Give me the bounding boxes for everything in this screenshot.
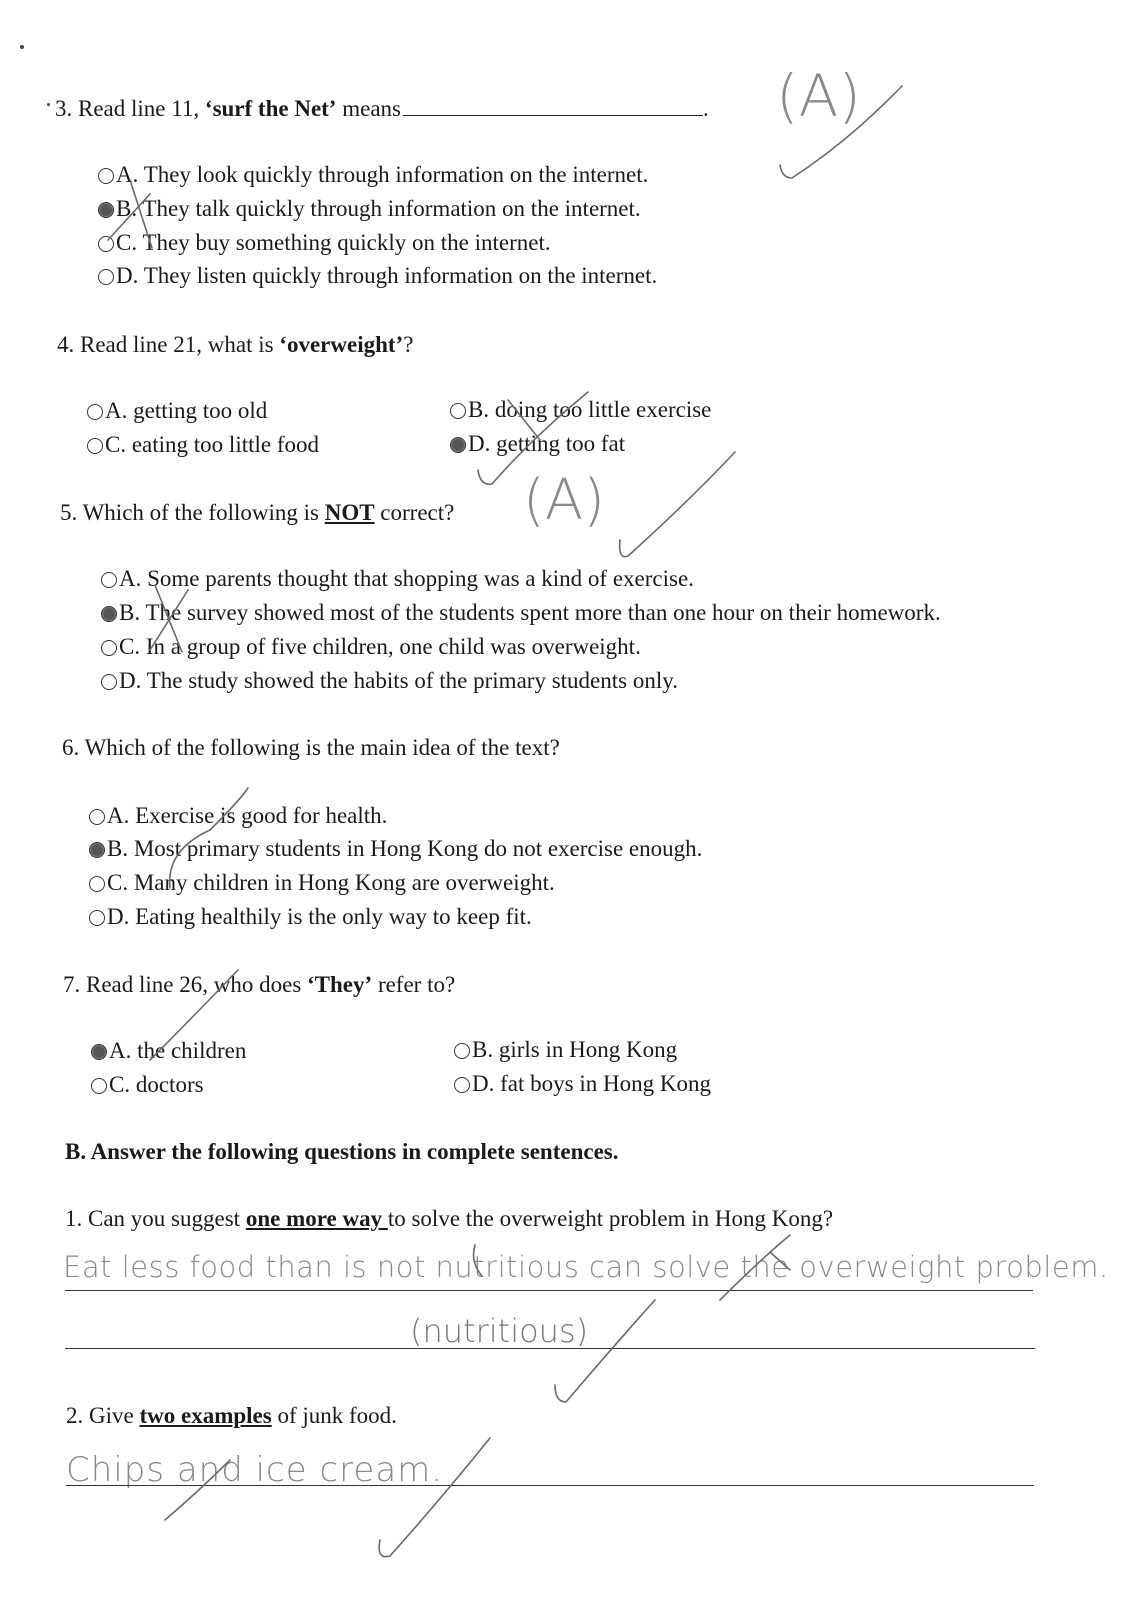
option-text: doing too little exercise	[494, 397, 712, 422]
option-letter: D.	[119, 668, 142, 693]
question-7	[63, 972, 455, 998]
section-b-question-1	[65, 1206, 833, 1232]
q3-option-b[interactable]	[98, 196, 641, 222]
question-prefix: Can you suggest	[88, 1206, 246, 1231]
question-prefix: Read line 26, who does	[86, 972, 308, 997]
option-bubble[interactable]	[101, 640, 117, 656]
option-text: eating too little food	[131, 432, 319, 457]
q7-option-a[interactable]	[91, 1038, 246, 1064]
option-letter: D.	[472, 1071, 495, 1096]
option-letter: C.	[119, 634, 141, 659]
question-number: 2.	[66, 1403, 84, 1428]
option-bubble[interactable]	[101, 674, 117, 690]
option-text: In a group of five children, one child was overweight.	[145, 634, 641, 659]
option-letter: B.	[468, 397, 490, 422]
q4-option-d[interactable]	[450, 431, 625, 457]
option-text: getting too fat	[496, 431, 626, 456]
option-bubble-filled[interactable]	[98, 202, 114, 218]
option-text: Many children in Hong Kong are overweight.	[133, 870, 555, 895]
handwritten-answer-2[interactable]: Chips and ice cream.	[66, 1450, 444, 1490]
question-suffix: ?	[403, 332, 414, 357]
q3-option-a[interactable]	[98, 162, 648, 188]
question-prefix: Give	[89, 1403, 140, 1428]
q4-option-b[interactable]	[450, 397, 711, 423]
question-term: NOT	[324, 500, 375, 525]
answer-line	[65, 1348, 1035, 1349]
option-letter: C.	[105, 432, 127, 457]
option-letter: A.	[107, 803, 130, 828]
option-bubble[interactable]	[87, 404, 103, 420]
option-letter: C.	[107, 870, 129, 895]
q3-option-d[interactable]	[98, 263, 657, 289]
option-text: The survey showed most of the students spent more than one hour on their homework.	[145, 600, 941, 625]
speck	[20, 45, 24, 49]
option-text: getting too old	[133, 398, 268, 423]
q7-option-b[interactable]	[454, 1037, 677, 1063]
question-suffix: of junk food.	[271, 1403, 397, 1428]
question-suffix: refer to?	[372, 972, 456, 997]
option-letter: B.	[107, 836, 129, 861]
question-4	[57, 332, 413, 358]
q6-option-a[interactable]	[89, 803, 387, 829]
q6-option-d[interactable]	[89, 904, 532, 930]
q7-option-c[interactable]	[91, 1072, 204, 1098]
teacher-correction-q5: (A)	[523, 468, 606, 533]
question-suffix: correct?	[374, 500, 455, 525]
question-suffix: to solve the overweight problem in Hong Kong?	[387, 1206, 834, 1231]
option-letter: A.	[109, 1038, 132, 1063]
question-6	[62, 735, 560, 761]
question-number: 1.	[65, 1206, 83, 1231]
question-term: one more way	[245, 1206, 388, 1231]
tick-mark	[620, 452, 735, 557]
option-letter: B.	[472, 1037, 494, 1062]
option-letter: D.	[107, 904, 130, 929]
option-text: They listen quickly through information on the internet.	[143, 263, 658, 288]
option-bubble[interactable]	[89, 809, 105, 825]
question-term: ‘They’	[307, 972, 373, 997]
option-bubble-filled[interactable]	[101, 606, 117, 622]
option-text: Some parents thought that shopping was a kind of exercise.	[147, 566, 694, 591]
q3-option-c[interactable]	[98, 230, 551, 256]
option-text: doctors	[135, 1072, 204, 1097]
question-prefix: Read line 11,	[78, 96, 205, 121]
question-end: .	[703, 96, 709, 121]
question-term: two examples	[139, 1403, 272, 1428]
option-text: girls in Hong Kong	[498, 1037, 678, 1062]
question-number: 5.	[60, 500, 78, 525]
question-number: 7.	[63, 972, 81, 997]
option-letter: A.	[116, 162, 139, 187]
question-text: Which of the following is the main idea of the text?	[84, 735, 560, 760]
option-bubble-filled[interactable]	[91, 1044, 107, 1060]
question-5	[60, 500, 454, 526]
section-b-heading: B. Answer the following questions in complete sentences.	[65, 1139, 619, 1164]
option-text: Exercise is good for health.	[135, 803, 388, 828]
option-bubble[interactable]	[89, 876, 105, 892]
question-term: ‘surf the Net’	[204, 96, 337, 121]
option-letter: D.	[468, 431, 491, 456]
option-letter: A.	[105, 398, 128, 423]
option-letter: B.	[116, 196, 138, 221]
option-text: They buy something quickly on the internet.	[142, 230, 551, 255]
option-bubble[interactable]	[454, 1043, 470, 1059]
option-bubble[interactable]	[98, 236, 114, 252]
option-letter: C.	[116, 230, 138, 255]
option-bubble[interactable]	[91, 1078, 107, 1094]
option-bubble[interactable]	[89, 910, 105, 926]
question-number: 3.	[55, 96, 73, 121]
question-prefix: Which of the following is	[82, 500, 325, 525]
teacher-correction-q3: (A)	[776, 62, 861, 130]
answer-line	[66, 1485, 1034, 1486]
question-suffix: means	[336, 96, 401, 121]
option-text: They talk quickly through information on the internet.	[142, 196, 641, 221]
option-letter: A.	[119, 566, 142, 591]
q5-option-b[interactable]	[101, 600, 941, 626]
q4-option-a[interactable]	[87, 398, 267, 424]
q5-option-a[interactable]	[101, 566, 694, 592]
option-text: the children	[137, 1038, 247, 1063]
option-text: fat boys in Hong Kong	[500, 1071, 711, 1096]
option-text: Most primary students in Hong Kong do not exercise enough.	[133, 836, 703, 861]
handwritten-correction: (nutritious)	[410, 1312, 589, 1350]
option-bubble[interactable]	[101, 572, 117, 588]
option-letter: D.	[116, 263, 139, 288]
option-bubble-filled[interactable]	[89, 842, 105, 858]
answer-line	[65, 1290, 1033, 1291]
option-bubble[interactable]	[87, 438, 103, 454]
question-prefix: Read line 21, what is	[80, 332, 280, 357]
speck	[47, 103, 50, 106]
q5-option-c[interactable]	[101, 634, 641, 660]
section-b-question-2	[66, 1403, 397, 1429]
option-text: Eating healthily is the only way to keep fit.	[135, 904, 532, 929]
answer-blank	[403, 97, 703, 116]
option-text: The study showed the habits of the primary students only.	[146, 668, 678, 693]
question-number: 6.	[62, 735, 80, 760]
option-bubble[interactable]	[454, 1077, 470, 1093]
handwritten-answer-1[interactable]: Eat less food than is not nutritious can solve the overweight problem.	[63, 1250, 1109, 1284]
option-bubble-filled[interactable]	[450, 437, 466, 453]
q7-option-d[interactable]	[454, 1071, 711, 1097]
question-number: 4.	[57, 332, 75, 357]
q5-option-d[interactable]	[101, 668, 678, 694]
option-text: They look quickly through information on the internet.	[143, 162, 649, 187]
option-letter: C.	[109, 1072, 131, 1097]
option-bubble[interactable]	[450, 403, 466, 419]
option-bubble[interactable]	[98, 269, 114, 285]
option-bubble[interactable]	[98, 168, 114, 184]
question-3	[55, 96, 709, 122]
question-term: ‘overweight’	[279, 332, 404, 357]
q4-option-c[interactable]	[87, 432, 319, 458]
option-letter: B.	[119, 600, 141, 625]
q6-option-b[interactable]	[89, 836, 702, 862]
q6-option-c[interactable]	[89, 870, 555, 896]
